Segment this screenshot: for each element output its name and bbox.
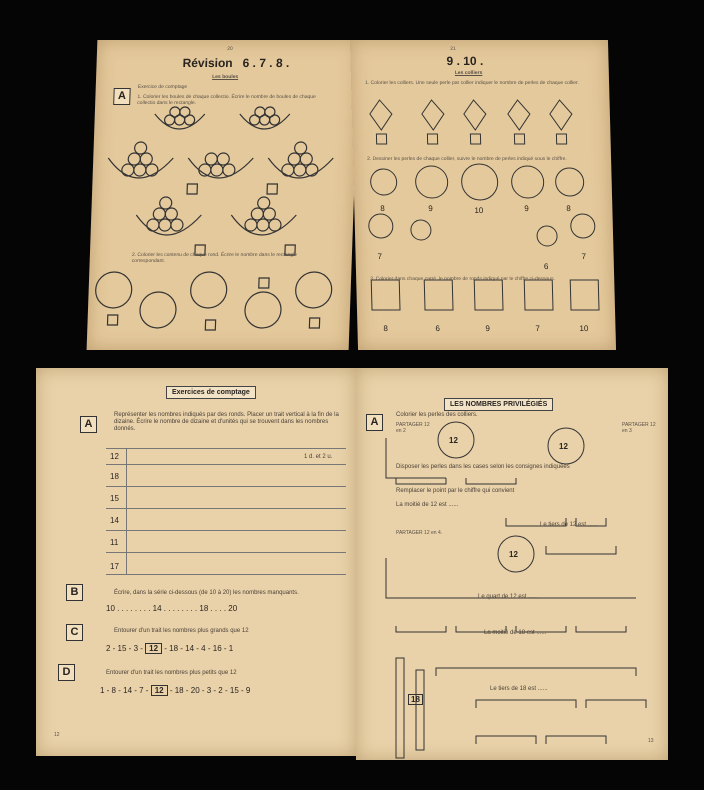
partager-label: PARTAGER 12 en 3 bbox=[622, 422, 656, 434]
exercise-heading: Exercice de comptage bbox=[137, 84, 188, 90]
number-series: 10 . . . . . . . . 14 . . . . . . . . 18 . . . . 20 bbox=[106, 604, 238, 613]
bottom-right-page bbox=[356, 368, 668, 760]
necklace-number: 9 bbox=[428, 204, 433, 213]
instruction: 3. Colorier dans chaque carré, le nombre de ronds indiqué par le chiffre ci-dessous. bbox=[370, 276, 556, 282]
exercise-letter: D bbox=[58, 664, 75, 681]
number-series: 2 - 15 - 3 - 12 - 18 - 14 - 4 - 16 - 1 bbox=[106, 644, 234, 653]
square-number: 10 bbox=[579, 324, 589, 333]
necklace-number: 8 bbox=[380, 204, 385, 213]
necklace-number: 10 bbox=[474, 206, 484, 215]
exercise-letter: A bbox=[113, 88, 131, 105]
table-row-number: 11 bbox=[110, 538, 119, 547]
instruction: Écrire, dans la série ci-dessous (de 10 à 20) les nombres manquants. bbox=[114, 590, 299, 596]
bottom-left-page bbox=[36, 368, 356, 756]
page-number: 20 bbox=[226, 46, 233, 52]
table-row-number: 14 bbox=[110, 516, 119, 525]
page-heading: LES NOMBRES PRIVILÉGIÉS bbox=[444, 398, 553, 411]
table-row-number: 17 bbox=[110, 562, 119, 571]
necklace-number: 8 bbox=[566, 204, 571, 213]
answer-line: Le quart de 12 est ...... bbox=[478, 594, 539, 600]
page-heading: Exercices de comptage bbox=[166, 386, 256, 399]
necklaces-illustration bbox=[351, 90, 616, 350]
balls-illustration bbox=[87, 100, 357, 340]
instruction: 2. Colorier les contenu de chaque rond. Écrire le nombre dans le rectangle correspondant. bbox=[131, 252, 298, 264]
exercise-letter: B bbox=[66, 584, 83, 601]
square-number: 9 bbox=[485, 324, 491, 333]
square-number: 7 bbox=[535, 324, 541, 333]
page-number: 12 bbox=[54, 732, 60, 738]
page-digits: 9 . 10 . bbox=[446, 54, 484, 68]
boxed-number: 12 bbox=[151, 685, 168, 696]
instruction: Colorier les perles des colliers. bbox=[396, 412, 478, 418]
section-subtitle: Les boules bbox=[212, 74, 239, 80]
exercise-letter: C bbox=[66, 624, 83, 641]
page-number: 21 bbox=[450, 46, 456, 52]
instruction: Remplacer le point par le chiffre qui convient bbox=[396, 488, 515, 494]
instruction: 2. Dessiner les perles de chaque collier, suivre le nombre de perles indiqué sous le chiffre. bbox=[366, 156, 567, 162]
instruction: 1. Colorier les colliers. Une seule perle par collier indiquer le nombre de perles de chaque collier. bbox=[364, 80, 579, 86]
answer-line: Le tiers de 12 est ...... bbox=[540, 522, 598, 528]
boxed-number: 12 bbox=[145, 643, 162, 654]
instruction: Entourer d'un trait les nombres plus petits que 12 bbox=[106, 670, 237, 676]
page-digits: 6 . 7 . 8 . bbox=[242, 56, 290, 70]
necklace-number: 7 bbox=[581, 252, 587, 261]
top-left-page bbox=[87, 40, 360, 350]
table-row-number: 12 bbox=[110, 452, 119, 461]
partager-label: PARTAGER 12 en 2 bbox=[396, 422, 430, 434]
exercise-letter: A bbox=[366, 414, 383, 431]
instruction: Disposer les perles dans les cases selon les consignes indiquées bbox=[396, 464, 570, 470]
answer-line: La moitié de 12 est ...... bbox=[396, 502, 459, 508]
necklace-number: 6 bbox=[543, 262, 549, 271]
instruction: Représenter les nombres indiqués par des ronds. Placer un trait vertical à la fin de la dizaine. Écrire le nombre de dizaine et d'unités qui se trouvent dans les nombres donnés. bbox=[114, 412, 339, 432]
instruction: 1. Colorier les boules de chaque collectio. Écrire le nombre de boules de chaque collectio dans le rectangle. bbox=[137, 94, 316, 106]
square-number: 6 bbox=[435, 324, 441, 333]
table-row-number: 18 bbox=[110, 472, 119, 481]
partager-label: PARTAGER 12 en 4. bbox=[396, 530, 443, 536]
bead-count: 18 bbox=[408, 694, 423, 705]
square-number: 8 bbox=[383, 324, 389, 333]
instruction: Entourer d'un trait les nombres plus grands que 12 bbox=[114, 628, 249, 634]
page-title: Révision bbox=[182, 56, 233, 70]
exercise-letter: A bbox=[80, 416, 97, 433]
necklace-number: 9 bbox=[524, 204, 529, 213]
number-series: 1 - 8 - 14 - 7 - 12 - 18 - 20 - 3 - 2 - 15 - 9 bbox=[100, 686, 251, 695]
table-row-number: 15 bbox=[110, 494, 119, 503]
page-number: 13 bbox=[648, 738, 654, 744]
answer-line: La moitié de 18 est ...... bbox=[484, 630, 547, 636]
necklace-number: 12 bbox=[559, 442, 568, 451]
necklace-number: 12 bbox=[509, 550, 518, 559]
necklace-number: 7 bbox=[377, 252, 383, 261]
top-right-page bbox=[350, 40, 616, 350]
answer-line: Le tiers de 18 est ...... bbox=[490, 686, 548, 692]
section-subtitle: Les colliers bbox=[454, 70, 483, 76]
first-answer: 1 d. et 2 u. bbox=[304, 454, 333, 460]
necklace-number: 12 bbox=[449, 436, 458, 445]
